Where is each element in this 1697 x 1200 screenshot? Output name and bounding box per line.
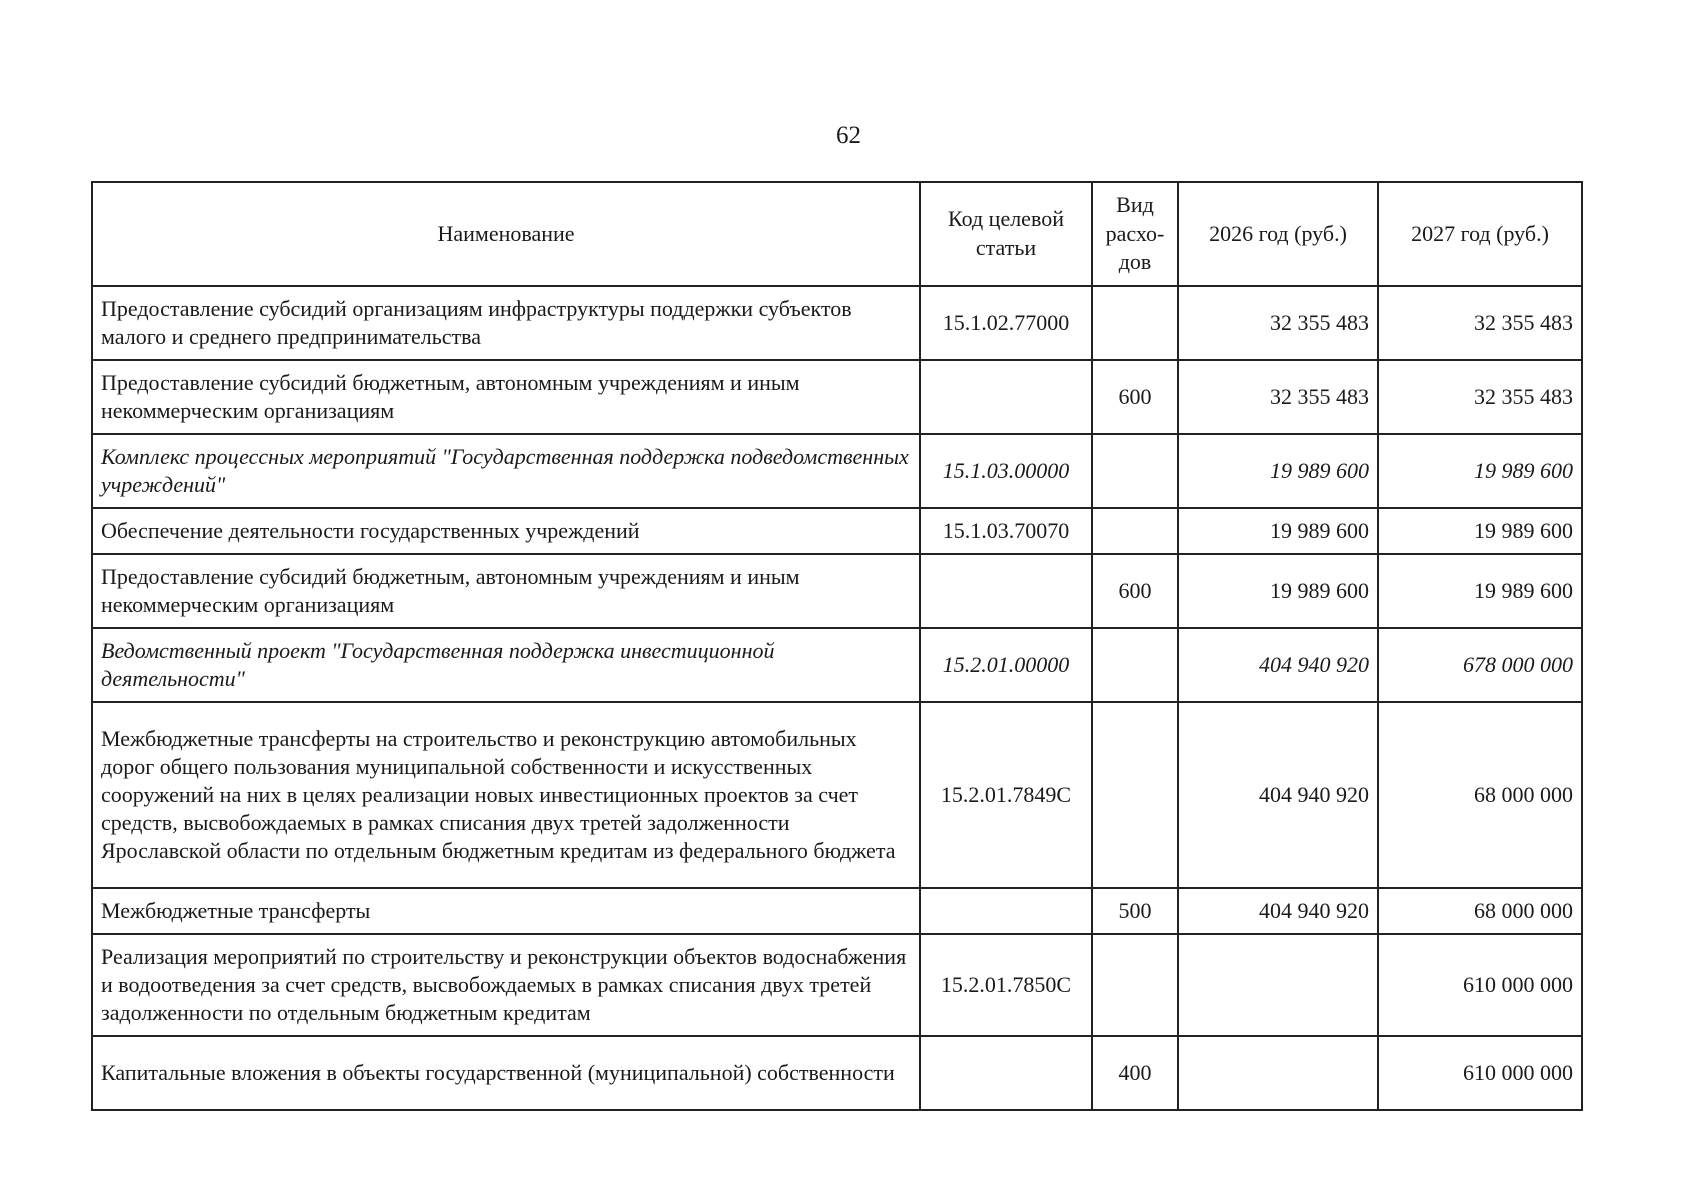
row-2026-cell — [1178, 934, 1378, 1036]
row-name-cell: Межбюджетные трансферты — [92, 888, 920, 934]
row-expense-type-cell — [1092, 434, 1178, 508]
row-code-cell — [920, 360, 1092, 434]
row-2027-cell: 19 989 600 — [1378, 434, 1582, 508]
row-name-cell: Ведомственный проект "Государственная поддержка инвестиционной деятельности" — [92, 628, 920, 702]
header-2027: 2027 год (руб.) — [1378, 182, 1582, 286]
row-2026-cell — [1178, 1036, 1378, 1110]
row-2026-cell: 404 940 920 — [1178, 702, 1378, 888]
row-code-cell: 15.2.01.7850С — [920, 934, 1092, 1036]
row-name-cell: Предоставление субсидий бюджетным, автономным учреждениям и иным некоммерческим организациям — [92, 554, 920, 628]
row-code-cell: 15.2.01.00000 — [920, 628, 1092, 702]
header-code: Код целевой статьи — [920, 182, 1092, 286]
table-row — [92, 508, 1582, 554]
row-expense-type-cell — [1092, 628, 1178, 702]
row-2027-cell: 19 989 600 — [1378, 508, 1582, 554]
table-body — [92, 286, 1582, 1110]
header-row — [92, 182, 1582, 286]
row-code-cell: 15.1.02.77000 — [920, 286, 1092, 360]
row-2027-cell: 32 355 483 — [1378, 360, 1582, 434]
header-name: Наименование — [92, 182, 920, 286]
header-expense-type: Вид расхо-дов — [1092, 182, 1178, 286]
table-row — [92, 360, 1582, 434]
row-name-cell: Комплекс процессных мероприятий "Государственная поддержка подведомственных учреждений" — [92, 434, 920, 508]
row-2026-cell: 19 989 600 — [1178, 554, 1378, 628]
row-code-cell — [920, 888, 1092, 934]
row-2027-cell: 610 000 000 — [1378, 1036, 1582, 1110]
row-2027-cell: 32 355 483 — [1378, 286, 1582, 360]
row-2026-cell: 404 940 920 — [1178, 628, 1378, 702]
row-2026-cell: 32 355 483 — [1178, 286, 1378, 360]
row-expense-type-cell — [1092, 508, 1178, 554]
budget-table — [91, 181, 1583, 1111]
row-2026-cell: 19 989 600 — [1178, 434, 1378, 508]
row-2027-cell: 678 000 000 — [1378, 628, 1582, 702]
row-2027-cell: 68 000 000 — [1378, 702, 1582, 888]
row-expense-type-cell: 600 — [1092, 554, 1178, 628]
row-name-cell: Обеспечение деятельности государственных учреждений — [92, 508, 920, 554]
row-expense-type-cell — [1092, 702, 1178, 888]
row-name-cell: Предоставление субсидий бюджетным, автономным учреждениям и иным некоммерческим организациям — [92, 360, 920, 434]
table-row — [92, 554, 1582, 628]
page-number: 62 — [836, 122, 861, 149]
table-row — [92, 934, 1582, 1036]
row-2026-cell: 19 989 600 — [1178, 508, 1378, 554]
table-row — [92, 888, 1582, 934]
row-expense-type-cell — [1092, 286, 1178, 360]
row-code-cell: 15.2.01.7849С — [920, 702, 1092, 888]
row-code-cell — [920, 554, 1092, 628]
row-code-cell: 15.1.03.70070 — [920, 508, 1092, 554]
row-name-cell: Капитальные вложения в объекты государственной (муниципальной) собственности — [92, 1036, 920, 1110]
row-code-cell: 15.1.03.00000 — [920, 434, 1092, 508]
row-2026-cell: 404 940 920 — [1178, 888, 1378, 934]
row-expense-type-cell: 500 — [1092, 888, 1178, 934]
row-name-cell: Межбюджетные трансферты на строительство и реконструкцию автомобильных дорог общего пользования муниципальной собственности и искусственных сооружений на них в целях реализации новых инвестиционных проектов за счет средств, высвобождаемых в рамках списания двух третей задолженности Ярославской области по отдельным бюджетным кредитам из федерального бюджета — [92, 702, 920, 888]
table-row — [92, 702, 1582, 888]
row-expense-type-cell: 600 — [1092, 360, 1178, 434]
header-2026: 2026 год (руб.) — [1178, 182, 1378, 286]
table-row — [92, 434, 1582, 508]
row-2027-cell: 19 989 600 — [1378, 554, 1582, 628]
row-name-cell: Реализация мероприятий по строительству и реконструкции объектов водоснабжения и водоотведения за счет средств, высвобождаемых в рамках списания двух третей задолженности по отдельным бюджетным кредитам — [92, 934, 920, 1036]
row-name-cell: Предоставление субсидий организациям инфраструктуры поддержки субъектов малого и среднего предпринимательства — [92, 286, 920, 360]
table-row — [92, 628, 1582, 702]
table-row — [92, 286, 1582, 360]
row-2027-cell: 68 000 000 — [1378, 888, 1582, 934]
row-code-cell — [920, 1036, 1092, 1110]
row-expense-type-cell: 400 — [1092, 1036, 1178, 1110]
row-2026-cell: 32 355 483 — [1178, 360, 1378, 434]
row-2027-cell: 610 000 000 — [1378, 934, 1582, 1036]
table-row — [92, 1036, 1582, 1110]
row-expense-type-cell — [1092, 934, 1178, 1036]
